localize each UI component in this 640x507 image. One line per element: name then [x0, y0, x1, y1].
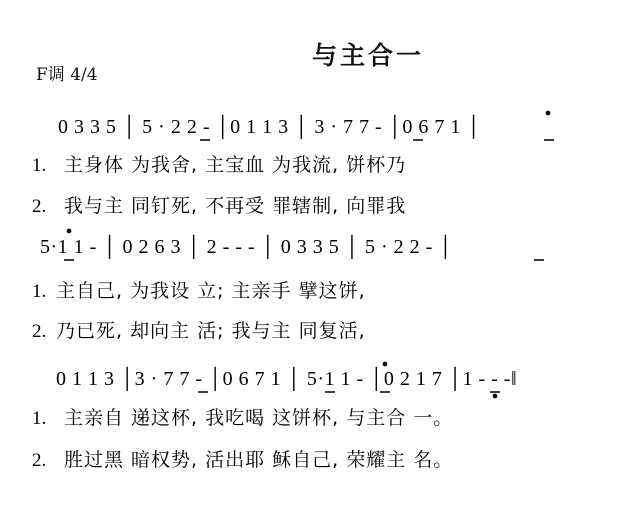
verse-number: 1. — [32, 408, 47, 429]
notation-line-3: 0 1 1 3 │3 · 7 7 - │0 6 7 1 │ 5·1 1 - │0 2 1 7 │1 - - -‖ — [56, 368, 518, 390]
notation-line-2: 5·1 1 - │ 0 2 6 3 │ 2 - - - │ 0 3 3 5 │ 5 · 2 2 - │ — [40, 236, 453, 258]
song-title: 与主合一 — [312, 41, 425, 70]
key-signature: F调 4/4 — [36, 65, 98, 85]
verse-number: 2. — [32, 450, 47, 471]
lyric-line: 乃已死, 却向主 活; 我与主 同复活, — [56, 320, 366, 342]
verse-number: 1. — [32, 155, 47, 176]
lyric-line: 我与主 同钉死, 不再受 罪辖制, 向罪我 — [64, 195, 407, 217]
lyric-line: 主身体 为我舍, 主宝血 为我流, 饼杯乃 — [64, 154, 407, 176]
notation-line-1: 0 3 3 5 │ 5 · 2 2 - │0 1 1 3 │ 3 · 7 7 - │0 6 7 1 │ — [58, 116, 481, 138]
lyric-line: 主亲自 递这杯, 我吃喝 这饼杯, 与主合 一。 — [64, 407, 454, 429]
lyric-line: 主自己, 为我设 立; 主亲手 擘这饼, — [56, 280, 366, 302]
verse-number: 2. — [32, 196, 47, 217]
verse-number: 1. — [32, 281, 47, 302]
lyric-line: 胜过黑 暗权势, 活出耶 稣自己, 荣耀主 名。 — [64, 449, 454, 471]
verse-number: 2. — [32, 321, 47, 342]
